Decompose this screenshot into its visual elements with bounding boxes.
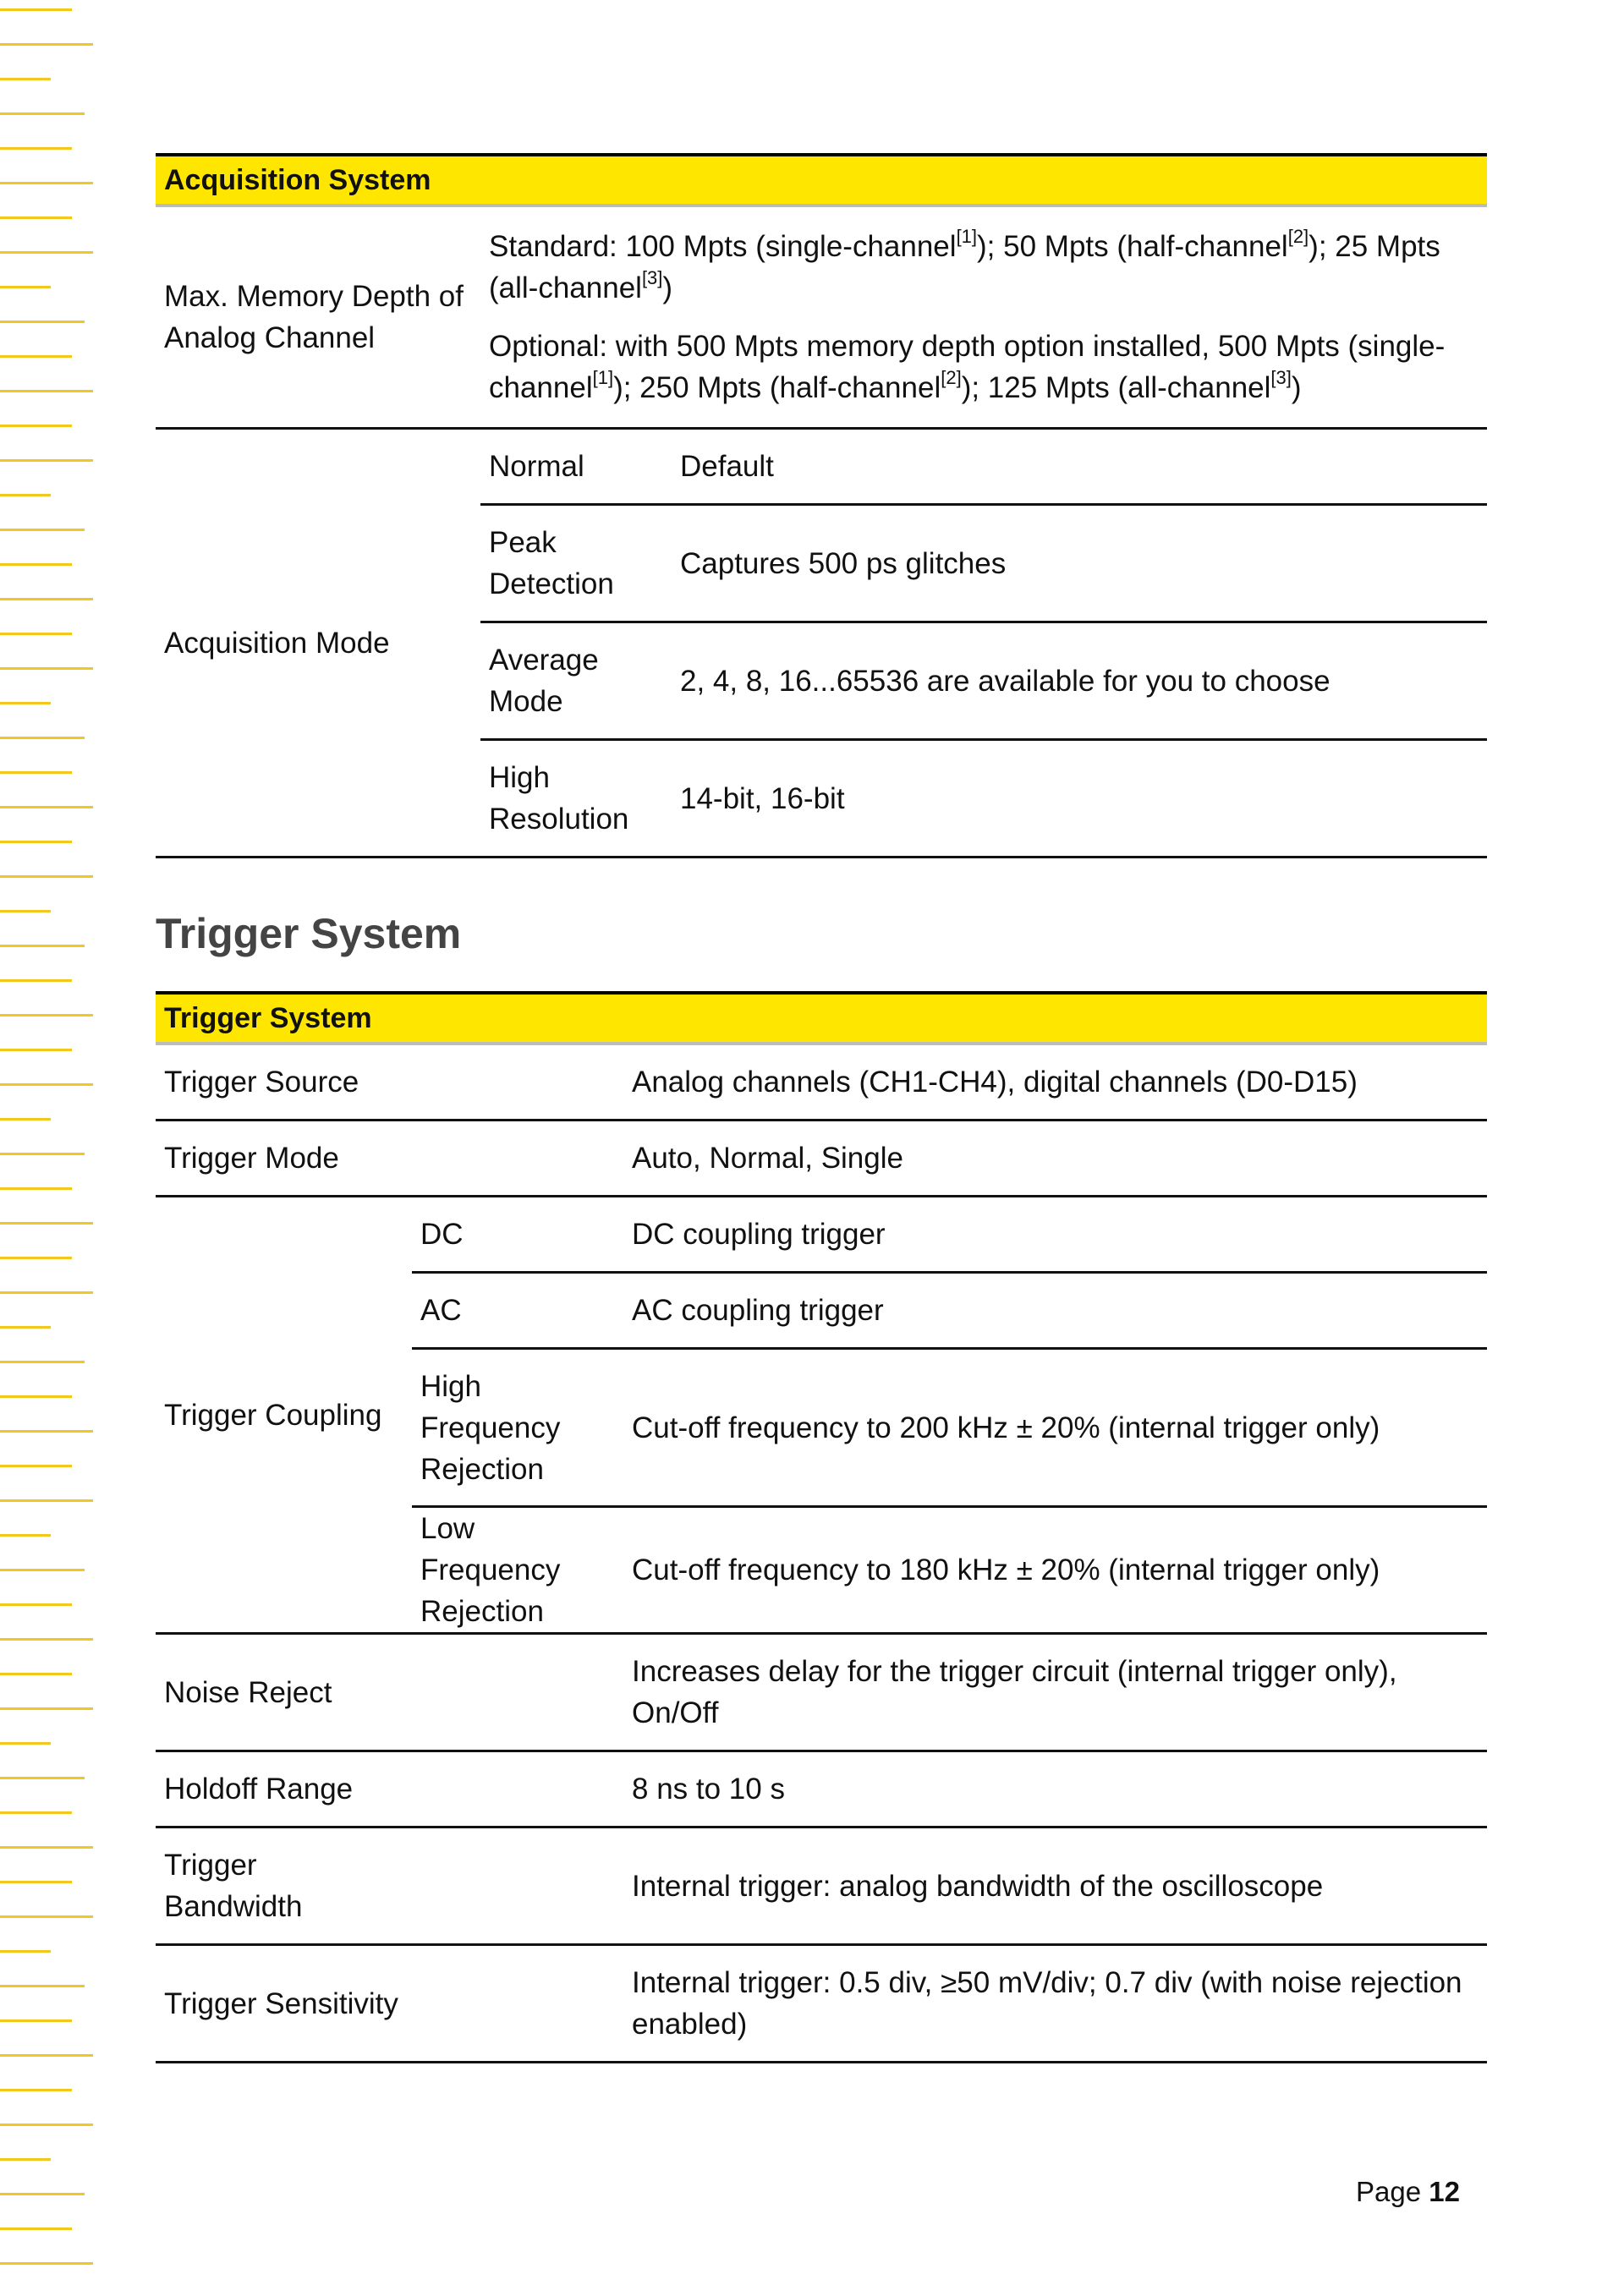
table-row <box>156 429 1487 505</box>
margin-line <box>0 2228 72 2230</box>
margin-line <box>0 1361 85 1363</box>
margin-line <box>0 1499 93 1502</box>
row-value: Captures 500 ps glitches <box>672 505 1487 622</box>
table-row <box>156 1751 1487 1827</box>
memory-standard-text: Standard: 100 Mpts (single-channel[1]); 50 Mpts (half-channel[2]); 25 Mpts (all-channel[3]) <box>489 226 1440 304</box>
row-label: Trigger Bandwidth <box>156 1827 623 1945</box>
margin-line <box>0 529 85 531</box>
row-label: Acquisition Mode <box>156 429 480 858</box>
margin-line <box>0 841 72 843</box>
margin-line <box>0 1985 85 1987</box>
table-header: Trigger System <box>156 993 1487 1044</box>
sub-label: High Frequency Rejection <box>412 1349 623 1507</box>
margin-line <box>0 1083 93 1086</box>
margin-line <box>0 945 85 947</box>
margin-line <box>0 1950 51 1953</box>
sub-label: Peak Detection <box>480 505 672 622</box>
table-row <box>156 205 1487 429</box>
margin-line <box>0 286 51 288</box>
margin-line <box>0 1811 72 1814</box>
margin-line <box>0 1915 93 1918</box>
margin-line <box>0 737 85 739</box>
margin-line <box>0 112 85 115</box>
margin-line <box>0 355 72 358</box>
margin-line <box>0 2123 93 2126</box>
margin-line <box>0 1881 72 1883</box>
margin-line <box>0 1326 51 1329</box>
row-value: Cut-off frequency to 180 kHz ± 20% (internal trigger only) <box>623 1507 1487 1634</box>
margin-line <box>0 771 72 774</box>
sub-label: DC <box>412 1197 623 1273</box>
trigger-system-table <box>156 991 1487 2063</box>
margin-line <box>0 2054 93 2057</box>
row-label: Max. Memory Depth of Analog Channel <box>156 205 480 429</box>
row-value: 2, 4, 8, 16...65536 are available for you to choose <box>672 622 1487 740</box>
table-row <box>156 1121 1487 1197</box>
margin-line <box>0 459 93 462</box>
sub-label: High Resolution <box>480 740 672 858</box>
row-value: 8 ns to 10 s <box>623 1751 1487 1827</box>
margin-line <box>0 806 93 808</box>
margin-line <box>0 182 93 184</box>
table-header: Acquisition System <box>156 155 1487 205</box>
margin-line <box>0 667 93 670</box>
margin-line <box>0 425 72 427</box>
page-number: Page 12 <box>1356 2176 1460 2207</box>
margin-line <box>0 2158 51 2161</box>
table-row <box>156 1827 1487 1945</box>
row-label: Noise Reject <box>156 1634 623 1751</box>
margin-line <box>0 1465 72 1467</box>
margin-line <box>0 2089 72 2091</box>
row-value <box>480 205 1487 429</box>
row-value: Auto, Normal, Single <box>623 1121 1487 1197</box>
margin-line <box>0 702 51 704</box>
margin-line <box>0 910 51 912</box>
margin-line <box>0 251 93 254</box>
margin-line <box>0 78 51 80</box>
margin-line <box>0 43 93 46</box>
row-value: Internal trigger: 0.5 div, ≥50 mV/div; 0.7 div (with noise rejection enabled) <box>623 1945 1487 2063</box>
margin-line <box>0 1187 72 1190</box>
margin-line <box>0 8 72 11</box>
row-value: Cut-off frequency to 200 kHz ± 20% (internal trigger only) <box>623 1349 1487 1507</box>
margin-line <box>0 633 72 635</box>
margin-line <box>0 1257 72 1259</box>
row-label: Trigger Sensitivity <box>156 1945 623 2063</box>
row-value: DC coupling trigger <box>623 1197 1487 1273</box>
row-value: Internal trigger: analog bandwidth of the oscilloscope <box>623 1827 1487 1945</box>
margin-line <box>0 1569 85 1571</box>
margin-line <box>0 1777 85 1779</box>
margin-line <box>0 1049 72 1051</box>
margin-line <box>0 598 93 600</box>
row-value: 14-bit, 16-bit <box>672 740 1487 858</box>
row-value: Analog channels (CH1-CH4), digital channels (D0-D15) <box>623 1044 1487 1121</box>
margin-line <box>0 1742 51 1745</box>
margin-line <box>0 1707 93 1710</box>
margin-line <box>0 1430 93 1433</box>
memory-optional-text: Optional: with 500 Mpts memory depth option installed, 500 Mpts (single-channel[1]); 250 Mpts (half-channel[2]); 125 Mpts (all-channel[3]) <box>489 330 1446 404</box>
row-value: AC coupling trigger <box>623 1273 1487 1349</box>
margin-line <box>0 2019 72 2022</box>
table-row <box>156 1634 1487 1751</box>
margin-line <box>0 875 93 878</box>
margin-line <box>0 1153 85 1155</box>
sub-label: AC <box>412 1273 623 1349</box>
margin-line <box>0 2262 93 2265</box>
row-label: Trigger Source <box>156 1044 623 1121</box>
table-row <box>156 1197 1487 1273</box>
margin-line <box>0 1534 51 1537</box>
section-title: Trigger System <box>156 910 462 957</box>
acquisition-system-table <box>156 153 1487 858</box>
margin-line <box>0 2193 85 2195</box>
table-header-row <box>156 155 1487 205</box>
table-row <box>156 1945 1487 2063</box>
margin-line <box>0 563 72 566</box>
row-value: Increases delay for the trigger circuit (internal trigger only), On/Off <box>623 1634 1487 1751</box>
row-label: Trigger Mode <box>156 1121 623 1197</box>
margin-line <box>0 1118 51 1121</box>
sub-label: Average Mode <box>480 622 672 740</box>
row-label: Trigger Coupling <box>156 1197 412 1634</box>
table-row <box>156 1044 1487 1121</box>
margin-line <box>0 1846 93 1849</box>
margin-line <box>0 979 72 982</box>
table-header-row <box>156 993 1487 1044</box>
margin-line <box>0 1291 93 1294</box>
margin-line <box>0 1014 93 1016</box>
row-value: Default <box>672 429 1487 505</box>
margin-line <box>0 1222 93 1225</box>
margin-line <box>0 147 72 150</box>
margin-line <box>0 1638 93 1641</box>
sub-label: Low Frequency Rejection <box>412 1507 623 1634</box>
margin-line <box>0 321 85 323</box>
margin-line <box>0 1673 72 1675</box>
margin-line <box>0 1395 72 1398</box>
row-label: Holdoff Range <box>156 1751 623 1827</box>
margin-line <box>0 494 51 496</box>
sub-label: Normal <box>480 429 672 505</box>
margin-decoration <box>0 0 102 2296</box>
margin-line <box>0 1603 72 1606</box>
margin-line <box>0 216 72 219</box>
margin-line <box>0 390 93 392</box>
